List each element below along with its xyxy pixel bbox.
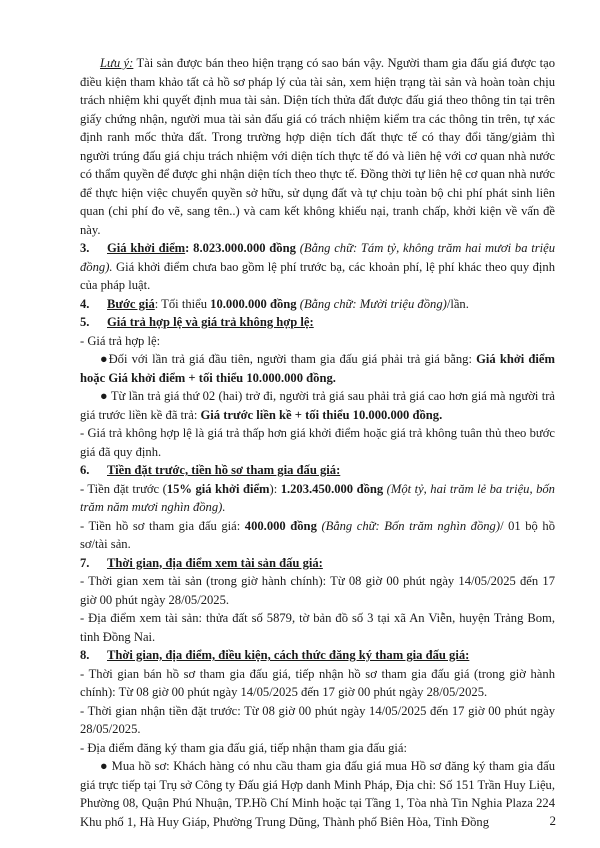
- section-4-bid-step: 4. Bước giá: Tối thiểu 10.000.000 đồng (Bằng chữ: Mười triệu đồng)/lần.: [80, 295, 555, 314]
- starting-price-note: Giá khởi điểm chưa bao gồm lệ phí trước bạ, các khoản phí, lệ phí khác theo quy định của pháp luật.: [80, 259, 555, 292]
- bid-step-words: (Bằng chữ: Mười triệu đồng): [299, 296, 447, 311]
- section-6-heading: [80, 461, 555, 480]
- section-5-title: Giá trả hợp lệ và giá trả không hợp lệ:: [107, 315, 314, 329]
- subsequent-bid-rule: ● Từ lần trả giá thứ 02 (hai) trở đi, người trả giá sau phải trả giá cao hơn giá mà người trả giá trước liền kề đã trả: Giá trước liền kề + tối thiểu 10.000.000 đồng.: [80, 389, 555, 422]
- section-8-number: 8.: [80, 648, 90, 662]
- section-3-title: Giá khởi điểm: [107, 241, 186, 255]
- section-5-heading: [80, 313, 555, 332]
- first-bid-rule-bold: Giá khởi điểm hoặc Giá khởi điểm + tối thiểu 10.000.000 đồng.: [80, 352, 555, 385]
- bid-step-amount: 10.000.000 đồng: [210, 296, 297, 311]
- deposit-line: - Tiền đặt trước (15% giá khởi điểm): 1.203.450.000 đồng (Một tỷ, hai trăm lẻ ba triệu, bốn trăm năm mươi nghìn đồng).: [80, 481, 555, 514]
- starting-price-amount: 8.023.000.000 đồng: [193, 241, 296, 255]
- section-8-title: Thời gian, địa điểm, điều kiện, cách thức đăng ký tham gia đấu giá:: [107, 648, 470, 662]
- subsequent-bid-rule-bold: Giá trước liền kề + tối thiểu 10.000.000 đồng.: [200, 407, 443, 422]
- dossier-purchase: ● Mua hồ sơ: Khách hàng có nhu cầu tham gia đấu giá mua Hồ sơ đăng ký tham gia đấu giá trực tiếp tại Trụ sở Công ty Đấu giá Hợp danh Minh Pháp, Địa chỉ: Số 151 Trần Huy Liệu, Phường 08, Quận Phú Nhuận, TP.Hồ Chí Minh hoặc tại Tầng 1, Tòa nhà Tin Nghia Plaza 224 Khu phố 1, Hà Huy Giáp, Phường Trung Dũng, Thành phố Biên Hòa, Tỉnh Đồng: [80, 759, 555, 829]
- section-7-title: Thời gian, địa điểm xem tài sản đấu giá:: [107, 555, 323, 570]
- document-body: [80, 54, 555, 831]
- deposit-percent: 15% giá khởi điểm: [166, 481, 270, 496]
- section-6-title: Tiền đặt trước, tiền hồ sơ tham gia đấu giá:: [107, 463, 341, 477]
- registration-place: - Địa điểm đăng ký tham gia đấu giá, tiếp nhận tham gia đấu giá:: [80, 740, 407, 755]
- deposit-amount: 1.203.450.000 đồng: [280, 481, 384, 496]
- first-bid-rule: ●Đối với lần trả giá đầu tiên, người tham gia đấu giá phải trả giá bằng: Giá khởi điểm hoặc Giá khởi điểm + tối thiểu 10.000.000 đồng.: [80, 352, 555, 385]
- viewing-place: - Địa điểm xem tài sản: thửa đất số 5879, tờ bản đồ số 3 tại xã An Viễn, huyện Trảng Bom, tỉnh Đồng Nai.: [80, 611, 555, 644]
- section-3-number: 3.: [80, 241, 90, 255]
- starting-price-words: (Bằng chữ: Tám tỷ, không trăm hai mươi ba triệu đồng).: [80, 241, 556, 274]
- section-4-title: Bước giá: [107, 296, 155, 311]
- section-7-number: 7.: [80, 555, 90, 570]
- dossier-fee-words: (Bằng chữ: Bốn trăm nghìn đồng): [321, 518, 501, 533]
- section-8-heading: [80, 646, 555, 665]
- note-text: Tài sản được bán theo hiện trạng có sao bán vậy. Người tham gia đấu giá được tạo điều kiện tham khảo tất cả hồ sơ pháp lý của tài sản, xem hiện trạng tài sản và hoàn toàn chịu trách nhiệm khi quyết định mua tài sản. Diện tích thửa đất được đấu giá theo thông tin tại trên giấy chứng nhận, người mua tài sản đấu giá có trách nhiệm kiểm tra các thông tin trên, tự xác định ranh mốc thửa đất. Trong trường hợp diện tích đất thực tế có thay đổi tăng/giảm thì người trúng đấu giá chịu trách nhiệm với diện tích thực tế đó và liên hệ với cơ quan nhà nước có thẩm quyền để được ghi nhận diện tích theo thực tế. Đồng thời tự liên hệ cơ quan nhà nước để thực hiện việc chuyển quyền sở hữu, sử dụng đất và tự chịu toàn bộ chi phí phát sinh liên quan (chi phí đo vẽ, sang tên..) và cam kết không khiếu nại, tranh chấp, khởi kiện về vấn đề này.: [80, 56, 555, 237]
- section-6-number: 6.: [80, 463, 90, 477]
- viewing-time: - Thời gian xem tài sản (trong giờ hành chính): Từ 08 giờ 00 phút ngày 14/05/2025 đến 17 giờ 00 phút ngày 28/05/2025.: [80, 574, 555, 607]
- note-label: Lưu ý:: [100, 56, 134, 70]
- section-4-number: 4.: [80, 296, 90, 311]
- note-paragraph: [80, 54, 555, 239]
- deposit-receipt-time: - Thời gian nhận tiền đặt trước: Từ 08 giờ 00 phút ngày 14/05/2025 đến 17 giờ 00 phút ngày 28/05/2025.: [80, 703, 555, 736]
- section-3-starting-price: 3. Giá khởi điểm: 8.023.000.000 đồng (Bằng chữ: Tám tỷ, không trăm hai mươi ba triệu đồng). Giá khởi điểm chưa bao gồm lệ phí trước bạ, các khoản phí, lệ phí khác theo quy định của pháp luật.: [80, 241, 556, 292]
- valid-bid-label: - Giá trả hợp lệ:: [80, 333, 161, 348]
- section-7-heading: [80, 554, 555, 573]
- page-number: 2: [549, 813, 556, 828]
- invalid-bid-rule: - Giá trả không hợp lệ là giá trả thấp hơn giá khởi điểm hoặc giá trả không tuân thủ theo bước giá đã quy định.: [80, 426, 555, 459]
- dossier-fee-line: - Tiền hồ sơ tham gia đấu giá: 400.000 đồng (Bằng chữ: Bốn trăm nghìn đồng)/ 01 bộ hồ sơ/tài sản.: [80, 518, 555, 551]
- dossier-fee-amount: 400.000 đồng: [244, 518, 317, 533]
- section-5-number: 5.: [80, 315, 90, 329]
- deposit-words: (Một tỷ, hai trăm lẻ ba triệu, bốn trăm năm mươi nghìn đồng).: [80, 481, 555, 514]
- dossier-sale-time: - Thời gian bán hồ sơ tham gia đấu giá, tiếp nhận hồ sơ tham gia đấu giá (trong giờ hành chính): Từ 08 giờ 00 phút ngày 14/05/2025 đến 17 giờ 00 phút ngày 28/05/2025.: [80, 666, 555, 699]
